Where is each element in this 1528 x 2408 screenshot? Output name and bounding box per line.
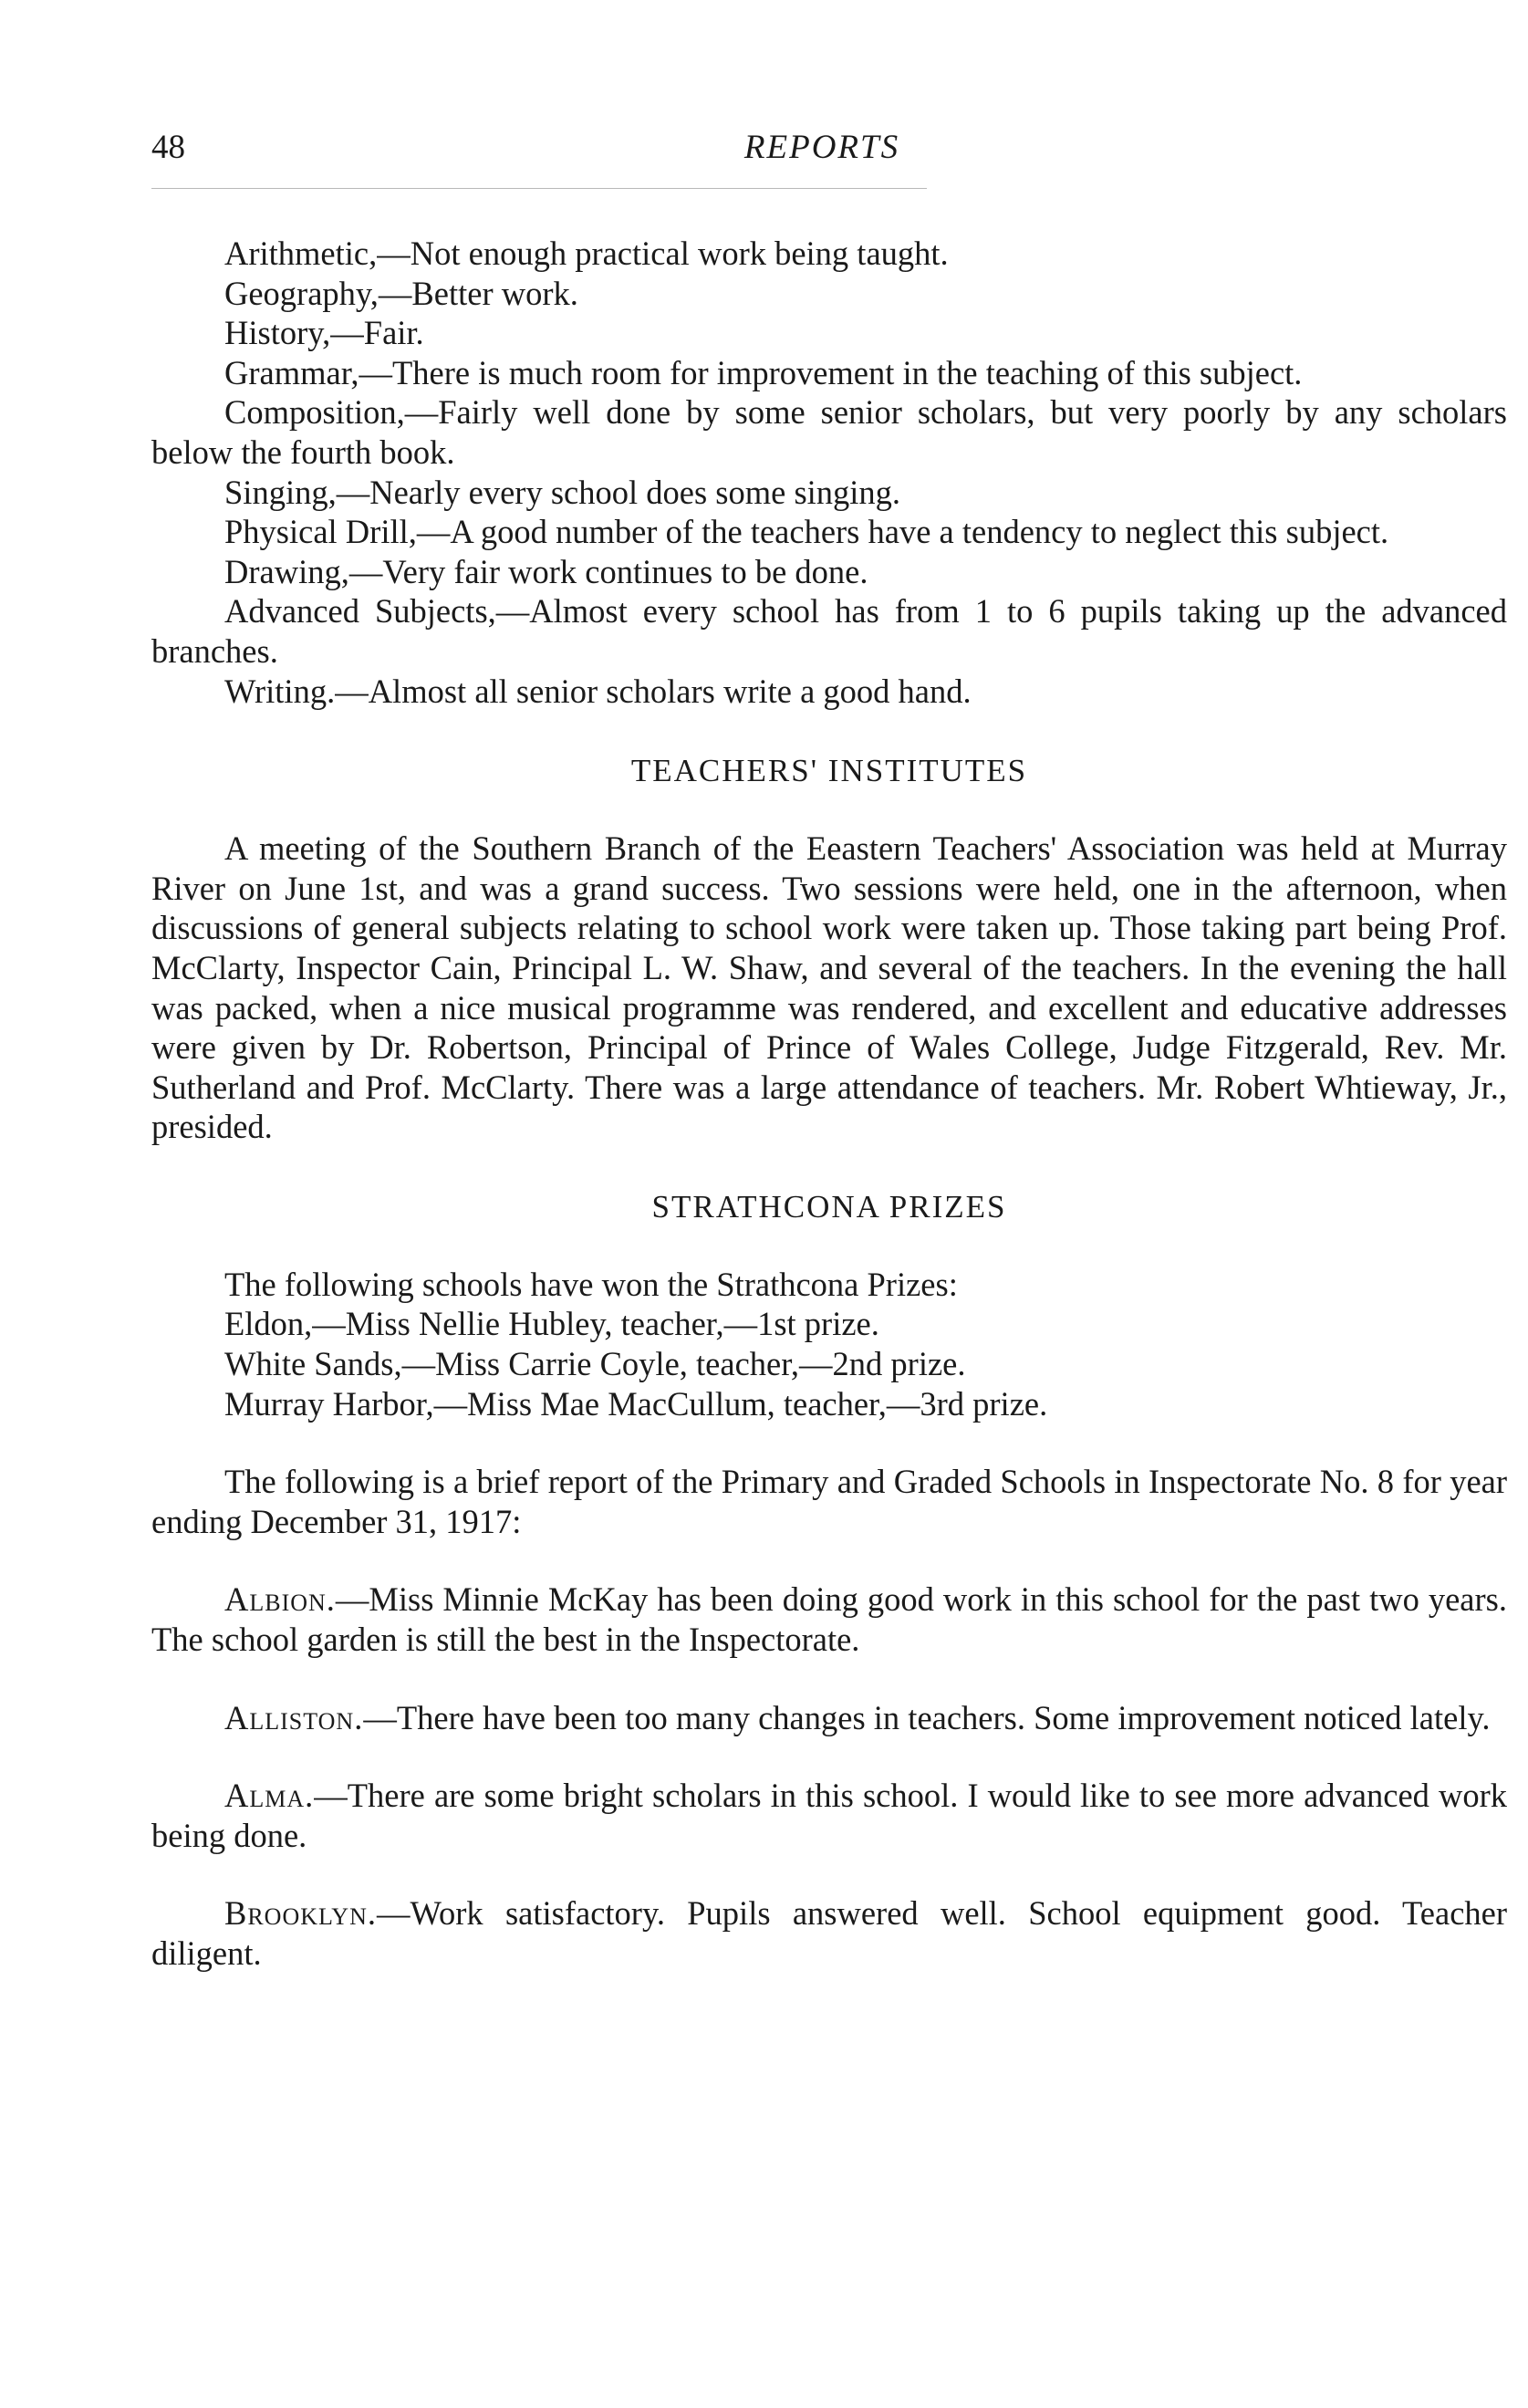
page-header [151, 128, 1502, 186]
strathcona-prizes-section [151, 1187, 1507, 1423]
subject-text: —Fair. [330, 314, 424, 352]
school-name: Albion. [224, 1580, 336, 1619]
subject-entry [151, 672, 1507, 712]
subject-name: Grammar, [224, 353, 359, 391]
subject-entry [151, 234, 1507, 274]
institutes-paragraph: A meeting of the Southern Branch of the Eeastern Teachers' Association was held at Murray River on June 1st, and was a grand success. Two sessions were held, one in the afternoon, when discussions of general subjects relating to school work were taken up. Those taking part being Prof. McClarty, Inspector Cain, Principal L. W. Shaw, and several of the teachers. In the evening the hall was packed, when a nice musical programme was rendered, and excellent and educative addresses were given by Dr. Robertson, Principal of Prince of Wales College, Judge Fitzgerald, Rev. Mr. Sutherland and Prof. McClarty. There was a large attendance of teachers. Mr. Robert Whtieway, Jr., presided. [151, 829, 1507, 1146]
section-heading: STRATHCONA PRIZES [651, 1188, 1007, 1225]
school-name: Brooklyn. [224, 1894, 377, 1933]
section-heading: TEACHERS' INSTITUTES [630, 753, 1028, 789]
subject-entry [151, 392, 1507, 472]
subject-name: History, [224, 314, 331, 352]
school-name: Alma. [224, 1777, 315, 1815]
teachers-institutes-section [151, 751, 1507, 1147]
subject-name: Singing, [224, 473, 337, 511]
prize-entry: Eldon,—Miss Nellie Hubley, teacher,—1st prize. [224, 1305, 879, 1343]
subject-name: Arithmetic, [224, 235, 378, 272]
subject-name: Physical Drill, [224, 513, 417, 551]
school-text: —Miss Minnie McKay has been doing good work in this school for the past two years. The school garden is still the best in the Inspectorate. [151, 1580, 1507, 1659]
subject-entry [151, 274, 1507, 314]
school-report [151, 1579, 1507, 1659]
school-report [151, 1698, 1507, 1738]
school-name: Alliston. [224, 1698, 364, 1736]
subject-text: —Nearly every school does some singing. [336, 473, 901, 511]
subject-name: Geography, [224, 274, 379, 312]
running-head: REPORTS [743, 129, 900, 166]
prize-entry: White Sands,—Miss Carrie Coyle, teacher,—2nd prize. [224, 1345, 966, 1383]
school-text: —There have been too many changes in teachers. Some improvement noticed lately. [363, 1698, 1491, 1736]
page-body [151, 234, 1507, 1974]
subject-name: Drawing, [224, 552, 349, 590]
subject-text: —Better work. [378, 274, 578, 312]
page-number: 48 [151, 129, 185, 166]
report-intro: The following is a brief report of the Primary and Graded Schools in Inspectorate No. 8 for year ending December 31, 1917: [151, 1463, 1507, 1540]
header-rule [151, 188, 927, 189]
subject-text: —A good number of the teachers have a tendency to neglect this subject. [416, 513, 1389, 551]
subject-name: Advanced Subjects, [224, 592, 496, 631]
subject-text: —Not enough practical work being taught. [377, 235, 949, 272]
subject-text: —Fairly well done by some senior scholars, but very poorly by any scholars below the fourth book. [151, 393, 1507, 471]
subject-entry [151, 591, 1507, 671]
subject-text: —There is much room for improvement in the teaching of this subject. [359, 353, 1303, 391]
subject-name: Writing. [224, 672, 336, 710]
school-text: —There are some bright scholars in this school. I would like to see more advanced work being done. [151, 1777, 1507, 1854]
subject-text: —Almost all senior scholars write a good hand. [335, 672, 972, 710]
school-report [151, 1893, 1507, 1973]
subject-name: Composition, [224, 393, 405, 432]
subject-entry [151, 353, 1507, 393]
prize-entry: Murray Harbor,—Miss Mae MacCullum, teacher,—3rd prize. [224, 1384, 1048, 1423]
school-report [151, 1776, 1507, 1855]
school-text: —Work satisfactory. Pupils answered well. School equipment good. Teacher diligent. [151, 1894, 1507, 1972]
subject-entry [151, 313, 1507, 353]
prizes-intro: The following schools have won the Strathcona Prizes: [224, 1265, 958, 1303]
school-reports-section [151, 1462, 1507, 1973]
subject-entry [151, 512, 1507, 552]
subjects-list [151, 234, 1507, 711]
subject-entry [151, 473, 1507, 513]
subject-text: —Almost every school has from 1 to 6 pupils taking up the advanced branches. [151, 592, 1507, 670]
subject-text: —Very fair work continues to be done. [348, 552, 868, 590]
subject-entry [151, 552, 1507, 592]
